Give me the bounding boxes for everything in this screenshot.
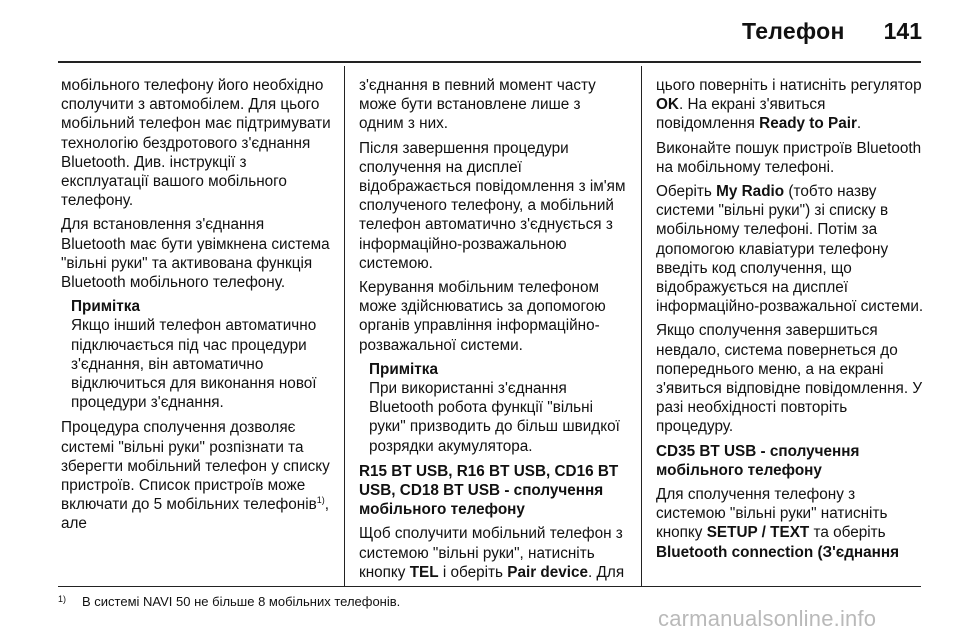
paragraph-text: , але — [61, 496, 330, 533]
text-column-3 — [656, 76, 926, 567]
column-divider — [344, 66, 345, 586]
footnote-reference[interactable]: 1) — [316, 495, 325, 506]
paragraph-text: цього поверніть і натисніть регулятор — [656, 77, 922, 94]
paragraph-text: Для сполучення телефону з системою "вільні руки" натисніть кнопку — [656, 486, 888, 542]
paragraph-text: та оберіть — [809, 524, 886, 542]
device-name-my-radio: My Radio — [716, 183, 785, 201]
paragraph — [359, 524, 627, 582]
text-column-2 — [359, 76, 627, 587]
footnote-mark: 1) — [58, 594, 67, 604]
paragraph: Керування мобільним телефоном може здійснюватись за допомогою органів управління інформаційно-розважальної системи. — [359, 279, 606, 354]
paragraph — [656, 182, 926, 316]
paragraph — [656, 76, 926, 134]
note-block — [71, 297, 331, 412]
button-name-tel: TEL — [409, 563, 439, 581]
page-title: Телефон — [742, 18, 845, 44]
paragraph-text: (тобто назву системи "вільні руки") зі списку в мобільному телефоні. Потім за допомогою клавіатури телефону введіть код сполучення, що відображується на дисплеї інформаційно-розважальної системи. — [656, 183, 924, 316]
paragraph — [61, 418, 331, 533]
note-title: Примітка — [71, 298, 140, 316]
paragraph: Якщо сполучення завершиться невдало, система повернеться до попереднього меню, а на екрані з'явиться відповідне повідомлення. У разі необхідності повторіть процедуру. — [656, 322, 923, 436]
paragraph-text: . — [856, 115, 862, 133]
paragraph-text: Процедура сполучення дозволяє системі "вільні руки" розпізнати та зберегти мобільний телефон у списку пристроїв. Список пристроїв може включати до 5 мобільних телефонів — [61, 419, 330, 514]
control-name-ok: OK — [656, 96, 679, 114]
header-divider — [58, 61, 921, 63]
paragraph: Для встановлення з'єднання Bluetooth має бути увімкнена система "вільні руки" та активована функція Bluetooth мобільного телефону. — [61, 216, 330, 292]
watermark: carmanualsonline.info — [658, 606, 877, 631]
paragraph-text: Оберіть — [656, 183, 717, 201]
paragraph: мобільного телефону його необхідно сполучити з автомобілем. Для цього мобільний телефон має підтримувати технологію бездротового з'єднання Bluetooth. Див. інструкції з експлуатації вашого мобільного телефону. — [61, 77, 331, 210]
footnote-divider — [58, 586, 921, 587]
paragraph-text: Щоб сполучити мобільний телефон з системою "вільні руки", натисніть кнопку — [359, 525, 623, 581]
paragraph: з'єднання в певний момент часту може бути встановлене лише з одним з них. — [359, 77, 596, 133]
note-block — [369, 360, 627, 456]
page-number: 141 — [883, 18, 922, 44]
paragraph: Після завершення процедури сполучення на дисплеї відображається повідомлення з ім'ям сполученого телефону, а мобільний телефон автоматично з'єднується з інформаційно-розважальною системою. — [359, 139, 626, 272]
note-title: Примітка — [369, 360, 438, 378]
menu-item-bluetooth-connection: Bluetooth connection (З'єднання — [656, 543, 900, 561]
column-divider — [641, 66, 642, 586]
paragraph — [656, 485, 926, 562]
paragraph-text: і оберіть — [438, 563, 508, 581]
note-body: При використанні з'єднання Bluetooth робота функції "вільні руки" призводить до більш швидкої розрядки акумулятора. — [369, 380, 620, 455]
paragraph: Виконайте пошук пристроїв Bluetooth на мобільному телефоні. — [656, 139, 922, 176]
menu-item-pair-device: Pair device — [507, 563, 589, 581]
section-heading: R15 BT USB, R16 BT USB, CD16 BT USB, CD18 BT USB - сполучення мобільного телефону — [359, 462, 619, 519]
paragraph-text: . На екрані з'явиться повідомлення — [656, 96, 826, 133]
button-name-setup-text: SETUP / TEXT — [706, 524, 810, 542]
footnote-text: В системі NAVI 50 не більше 8 мобільних телефонів. — [82, 594, 401, 609]
footnote — [58, 594, 400, 609]
text-column-1 — [61, 76, 331, 539]
paragraph-text: . Для — [588, 563, 625, 581]
note-body: Якщо інший телефон автоматично підключається під час процедури з'єднання, він автоматично відключиться для виконання нової процедури з'єднання. — [71, 317, 317, 412]
message-ready-to-pair: Ready to Pair — [759, 115, 857, 133]
section-heading: CD35 BT USB - сполучення мобільного телефону — [656, 442, 860, 479]
